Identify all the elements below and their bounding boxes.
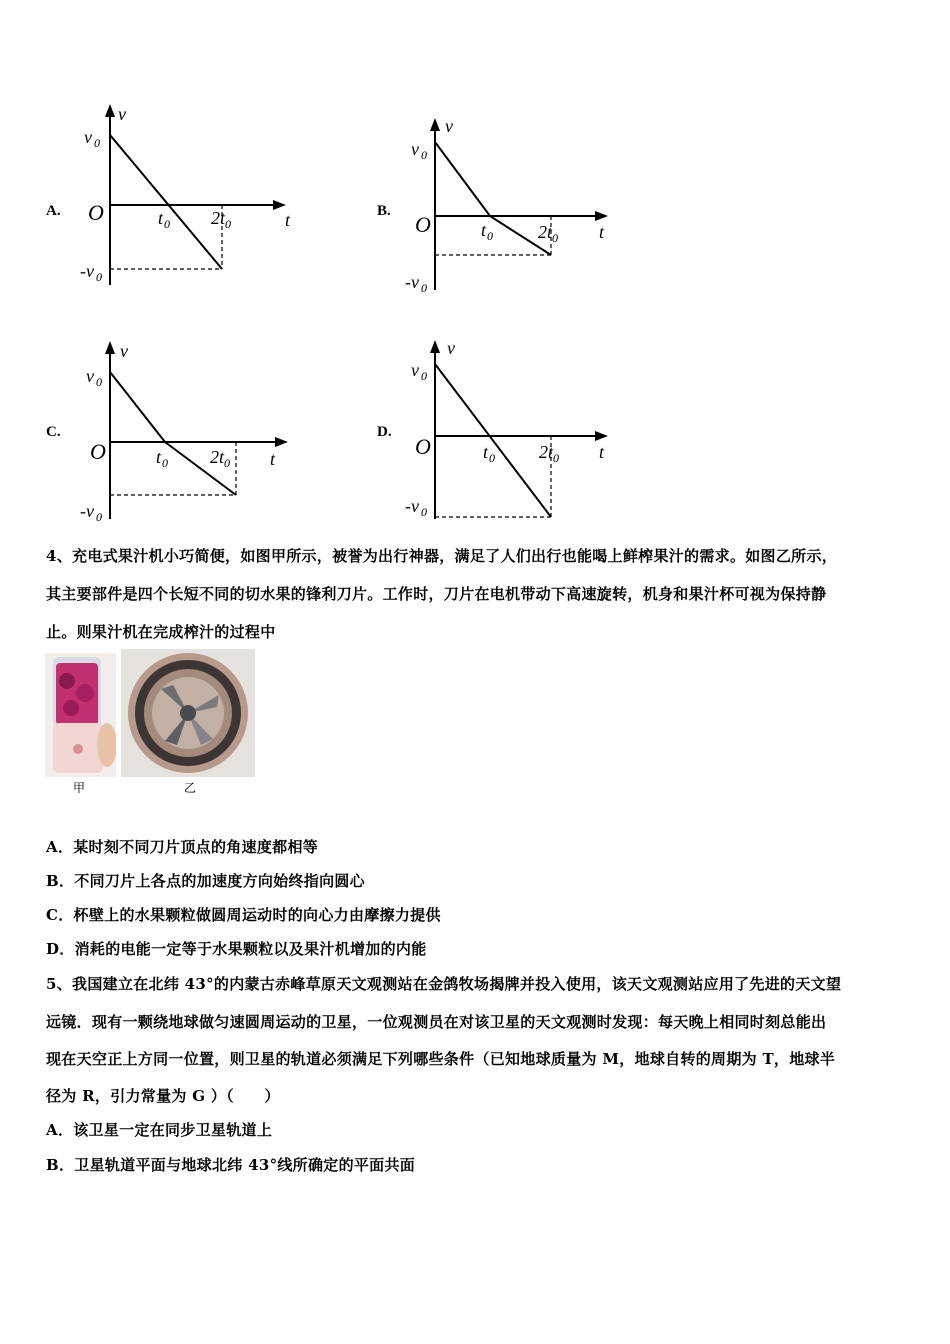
v0-label: v bbox=[84, 127, 92, 147]
q4-option-c: C．杯壁上的水果颗粒做圆周运动时的向心力由摩擦力提供 bbox=[46, 906, 441, 924]
q4-text-line-1: 4、充电式果汁机小巧简便，如图甲所示，被誉为出行神器，满足了人们出行也能喝上鲜榨果汁的需求。如图乙所示， bbox=[46, 547, 838, 565]
two-t0-label: 2t bbox=[211, 208, 226, 228]
origin-label: O bbox=[415, 212, 431, 237]
v-axis-label: v bbox=[447, 338, 455, 358]
vt-graph-b bbox=[405, 112, 625, 302]
v0-label: v bbox=[411, 139, 419, 159]
t-axis-label: t bbox=[270, 449, 276, 469]
caption-jia: 甲 bbox=[73, 781, 86, 795]
q4-option-b: B．不同刀片上各点的加速度方向始终指向圆心 bbox=[46, 872, 365, 890]
origin-label: O bbox=[88, 200, 104, 225]
t0-label: t bbox=[481, 220, 487, 240]
t0-label: t bbox=[483, 442, 489, 462]
q4-option-d: D．消耗的电能一定等于水果颗粒以及果汁机增加的内能 bbox=[46, 940, 427, 958]
q5-option-b: B．卫星轨道平面与地球北纬 43°线所确定的平面共面 bbox=[46, 1156, 416, 1174]
v0-subscript: 0 bbox=[421, 148, 427, 162]
option-letter-b: B. bbox=[377, 203, 391, 219]
vt-graph-a bbox=[80, 100, 300, 305]
two-t0-label: 2t bbox=[210, 447, 225, 467]
q4-text-line-3: 止。则果汁机在完成榨汁的过程中 bbox=[46, 623, 276, 641]
t0-label: t bbox=[158, 208, 164, 228]
caption-yi: 乙 bbox=[184, 781, 197, 795]
t-axis-label: t bbox=[599, 222, 605, 242]
t0-subscript: 0 bbox=[489, 451, 495, 465]
neg-v0-subscript: 0 bbox=[421, 281, 427, 295]
q5-text-line-2: 远镜．现有一颗绕地球做匀速圆周运动的卫星，一位观测员在对该卫星的天文观测时发现：每天晚上相同时刻总能出 bbox=[46, 1013, 827, 1031]
v-axis-label: v bbox=[445, 116, 453, 136]
t-axis-label: t bbox=[285, 210, 291, 230]
q5-text-line-3: 现在天空正上方同一位置，则卫星的轨道必须满足下列哪些条件（已知地球质量为 M，地球自转的周期为 T，地球半 bbox=[46, 1050, 836, 1068]
juicer-photo bbox=[45, 653, 116, 777]
t0-label: t bbox=[156, 447, 162, 467]
option-letter-c: C. bbox=[46, 424, 61, 440]
v0-subscript: 0 bbox=[94, 136, 100, 150]
neg-v0-subscript: 0 bbox=[96, 510, 102, 524]
v-axis-label: v bbox=[118, 104, 126, 124]
blade-photo bbox=[121, 649, 255, 777]
neg-v0-subscript: 0 bbox=[96, 270, 102, 284]
two-t0-label: 2t bbox=[538, 222, 553, 242]
t0-subscript: 0 bbox=[164, 217, 170, 231]
neg-v0-label: -v bbox=[405, 272, 419, 292]
two-t0-label: 2t bbox=[539, 442, 554, 462]
vt-graph-c bbox=[80, 337, 300, 527]
v0-label: v bbox=[86, 366, 94, 386]
neg-v0-label: -v bbox=[405, 496, 419, 516]
two-t0-subscript: 0 bbox=[553, 451, 559, 465]
vt-graph-d bbox=[405, 334, 625, 526]
origin-label: O bbox=[90, 439, 106, 464]
q5-option-a: A．该卫星一定在同步卫星轨道上 bbox=[46, 1121, 273, 1139]
option-letter-d: D. bbox=[377, 424, 392, 440]
q5-text-line-1: 5、我国建立在北纬 43°的内蒙古赤峰草原天文观测站在金鸽牧场揭牌并投入使用，该天文观测站应用了先进的天文望 bbox=[46, 975, 842, 993]
neg-v0-label: -v bbox=[80, 261, 94, 281]
neg-v0-subscript: 0 bbox=[421, 505, 427, 519]
t0-subscript: 0 bbox=[487, 229, 493, 243]
q4-text-line-2: 其主要部件是四个长短不同的切水果的锋利刀片。工作时，刀片在电机带动下高速旋转，机身和果汁杯可视为保持静 bbox=[46, 585, 827, 603]
origin-label: O bbox=[415, 434, 431, 459]
q4-option-a: A．某时刻不同刀片顶点的角速度都相等 bbox=[46, 838, 319, 856]
two-t0-subscript: 0 bbox=[552, 231, 558, 245]
option-letter-a: A. bbox=[46, 203, 61, 219]
v0-subscript: 0 bbox=[96, 375, 102, 389]
v-axis-label: v bbox=[120, 341, 128, 361]
v0-label: v bbox=[411, 360, 419, 380]
t-axis-label: t bbox=[599, 442, 605, 462]
q5-text-line-4: 径为 R，引力常量为 G ）（ ） bbox=[46, 1087, 280, 1105]
two-t0-subscript: 0 bbox=[225, 217, 231, 231]
t0-subscript: 0 bbox=[162, 456, 168, 470]
two-t0-subscript: 0 bbox=[224, 456, 230, 470]
v0-subscript: 0 bbox=[421, 369, 427, 383]
neg-v0-label: -v bbox=[80, 501, 94, 521]
